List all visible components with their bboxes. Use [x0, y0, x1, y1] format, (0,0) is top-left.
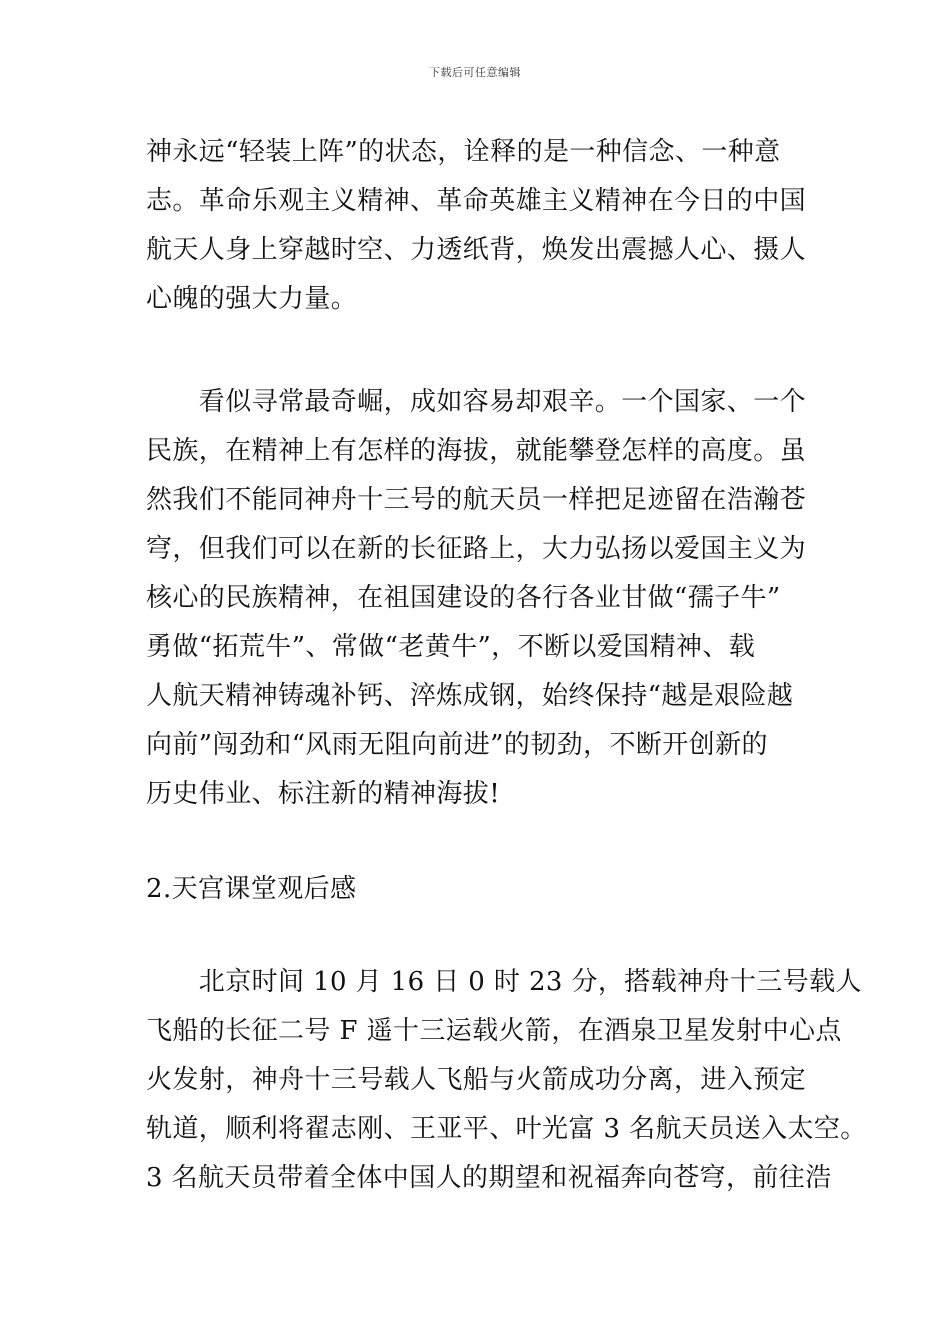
section-heading: 2.天宫课堂观后感 [146, 874, 357, 904]
text-line: 向前”闯劲和“风雨无阻向前进”的韧劲，不断开创新的 [146, 730, 768, 760]
text-line: 北京时间 10 月 16 日 0 时 23 分，搭载神舟十三号载人 [146, 967, 862, 997]
text-line: 3 名航天员带着全体中国人的期望和祝福奔向苍穹，前往浩 [146, 1163, 832, 1193]
text-line: 轨道，顺利将翟志刚、王亚平、叶光富 3 名航天员送入太空。 [146, 1114, 867, 1144]
text-line: 勇做“拓荒牛”、常做“老黄牛”，不断以爱国精神、载 [146, 632, 756, 662]
document-body [146, 128, 867, 1203]
text-line: 然我们不能同神舟十三号的航天员一样把足迹留在浩瀚苍 [146, 485, 807, 515]
paragraph-continuation [146, 128, 816, 324]
text-line: 穹，但我们可以在新的长征路上，大力弘扬以爱国主义为 [146, 534, 807, 564]
page-header: 下载后可任意编辑 [429, 66, 521, 79]
paragraph-launch [146, 958, 867, 1203]
paragraph-spacer [146, 914, 816, 958]
text-line: 心魄的强大力量。 [146, 284, 358, 314]
paragraph-spacer [146, 324, 816, 378]
paragraph-spirit [146, 378, 816, 819]
text-line: 神永远“轻装上阵”的状态，诠释的是一种信念、一种意 [146, 137, 781, 167]
text-line: 志。革命乐观主义精神、革命英雄主义精神在今日的中国 [146, 186, 807, 216]
text-line: 民族，在精神上有怎样的海拔，就能攀登怎样的高度。虽 [146, 436, 807, 466]
text-line: 看似寻常最奇崛，成如容易却艰辛。一个国家、一个 [146, 387, 807, 417]
text-line: 火发射，神舟十三号载人飞船与火箭成功分离，进入预定 [146, 1065, 807, 1095]
paragraph-spacer [146, 819, 816, 865]
text-line: 飞船的长征二号 F 遥十三运载火箭，在酒泉卫星发射中心点 [146, 1016, 842, 1046]
text-line: 人航天精神铸魂补钙、淬炼成钢，始终保持“越是艰险越 [146, 681, 794, 711]
text-line: 航天人身上穿越时空、力透纸背，焕发出震撼人心、摄人 [146, 235, 807, 265]
text-line: 核心的民族精神，在祖国建设的各行各业甘做“孺子牛” [146, 583, 781, 613]
text-line: 历史伟业、标注新的精神海拔! [146, 779, 501, 809]
